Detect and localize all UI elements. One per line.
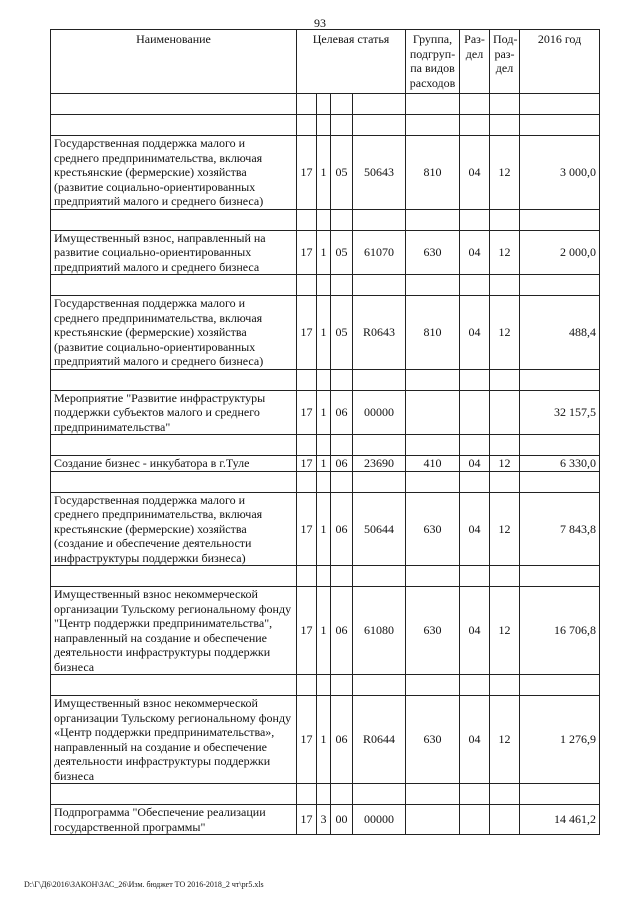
spacer-cell xyxy=(317,115,331,136)
spacer-cell xyxy=(317,784,331,805)
table-row xyxy=(51,805,600,835)
spacer-cell xyxy=(520,435,600,456)
spacer-cell xyxy=(353,369,406,390)
header-expense-group-line: па видов xyxy=(410,61,455,75)
target-article-event-cell: 06 xyxy=(331,456,353,472)
spacer-cell xyxy=(406,471,460,492)
spacer-cell xyxy=(317,675,331,696)
spacer-cell xyxy=(353,566,406,587)
section-cell: 04 xyxy=(460,696,490,784)
header-subsection xyxy=(490,30,520,94)
subsection-cell xyxy=(490,390,520,435)
spacer-cell xyxy=(51,275,297,296)
table-row xyxy=(51,456,600,472)
spacer-cell xyxy=(353,471,406,492)
spacer-cell xyxy=(331,784,353,805)
target-article-subprogram-cell: 1 xyxy=(317,456,331,472)
spacer-cell xyxy=(51,675,297,696)
spacer-cell xyxy=(406,675,460,696)
amount-cell: 2 000,0 xyxy=(520,230,600,275)
spacer-row xyxy=(51,471,600,492)
spacer-cell xyxy=(406,369,460,390)
target-article-program-cell: 17 xyxy=(297,136,317,210)
amount-cell: 32 157,5 xyxy=(520,390,600,435)
spacer-cell xyxy=(353,675,406,696)
expense-group-cell: 630 xyxy=(406,492,460,566)
spacer-cell xyxy=(490,675,520,696)
row-name-cell: Имущественный взнос, направленный на развитие социально-ориентированных предприятий малого и среднего бизнеса xyxy=(51,230,297,275)
amount-cell: 16 706,8 xyxy=(520,587,600,675)
spacer-cell xyxy=(460,275,490,296)
spacer-cell xyxy=(460,209,490,230)
target-article-program-cell: 17 xyxy=(297,390,317,435)
spacer-cell xyxy=(460,566,490,587)
spacer-cell xyxy=(51,369,297,390)
section-cell: 04 xyxy=(460,230,490,275)
spacer-cell xyxy=(317,471,331,492)
spacer-cell xyxy=(406,209,460,230)
spacer-cell xyxy=(490,369,520,390)
spacer-cell xyxy=(460,94,490,115)
spacer-cell xyxy=(317,369,331,390)
spacer-cell xyxy=(490,115,520,136)
target-article-direction-cell: 50643 xyxy=(353,136,406,210)
table-row xyxy=(51,296,600,370)
spacer-row xyxy=(51,675,600,696)
spacer-cell xyxy=(460,675,490,696)
target-article-event-cell: 05 xyxy=(331,136,353,210)
header-section-line: дел xyxy=(465,46,484,61)
target-article-program-cell: 17 xyxy=(297,805,317,835)
section-cell: 04 xyxy=(460,296,490,370)
spacer-cell xyxy=(297,675,317,696)
row-name-cell: Имущественный взнос некоммерческой организации Тульскому региональному фонду «Центр поддержки предпринимательства», направленный на создание и обеспечение деятельности инфраструктуры поддержки бизнеса xyxy=(51,696,297,784)
target-article-direction-cell: 61070 xyxy=(353,230,406,275)
spacer-cell xyxy=(331,566,353,587)
expense-group-cell xyxy=(406,805,460,835)
target-article-direction-cell: 00000 xyxy=(353,805,406,835)
spacer-cell xyxy=(331,115,353,136)
spacer-cell xyxy=(520,369,600,390)
target-article-event-cell: 06 xyxy=(331,390,353,435)
spacer-cell xyxy=(331,94,353,115)
target-article-event-cell: 05 xyxy=(331,296,353,370)
spacer-cell xyxy=(297,369,317,390)
spacer-cell xyxy=(317,566,331,587)
row-name-cell: Подпрограмма "Обеспечение реализации государственной программы" xyxy=(51,805,297,835)
budget-table xyxy=(50,29,600,835)
subsection-cell: 12 xyxy=(490,230,520,275)
section-cell: 04 xyxy=(460,492,490,566)
spacer-cell xyxy=(490,435,520,456)
amount-cell: 3 000,0 xyxy=(520,136,600,210)
spacer-row xyxy=(51,566,600,587)
spacer-cell xyxy=(297,471,317,492)
header-section xyxy=(460,30,490,94)
subsection-cell: 12 xyxy=(490,587,520,675)
target-article-subprogram-cell: 1 xyxy=(317,136,331,210)
spacer-cell xyxy=(51,566,297,587)
spacer-cell xyxy=(51,784,297,805)
row-name-cell: Государственная поддержка малого и среднего предпринимательства, включая крестьянские (фермерские) хозяйства (создание и обеспечение деятельности инфраструктуры поддержки бизнеса) xyxy=(51,492,297,566)
spacer-row xyxy=(51,209,600,230)
spacer-cell xyxy=(520,275,600,296)
header-target-article: Целевая статья xyxy=(297,30,406,94)
amount-cell: 7 843,8 xyxy=(520,492,600,566)
section-cell: 04 xyxy=(460,456,490,472)
spacer-row xyxy=(51,784,600,805)
expense-group-cell xyxy=(406,390,460,435)
spacer-cell xyxy=(460,471,490,492)
spacer-cell xyxy=(51,94,297,115)
table-row xyxy=(51,696,600,784)
target-article-subprogram-cell: 1 xyxy=(317,390,331,435)
spacer-cell xyxy=(460,115,490,136)
header-expense-group-line: Группа, xyxy=(412,32,453,46)
table-body xyxy=(51,94,600,835)
target-article-subprogram-cell: 1 xyxy=(317,492,331,566)
spacer-cell xyxy=(490,566,520,587)
target-article-event-cell: 06 xyxy=(331,492,353,566)
target-article-program-cell: 17 xyxy=(297,492,317,566)
target-article-program-cell: 17 xyxy=(297,456,317,472)
target-article-event-cell: 06 xyxy=(331,696,353,784)
row-name-cell: Мероприятие "Развитие инфраструктуры поддержки субъектов малого и среднего предпринимательства" xyxy=(51,390,297,435)
spacer-cell xyxy=(331,471,353,492)
spacer-cell xyxy=(490,471,520,492)
header-expense-group xyxy=(406,30,460,94)
target-article-program-cell: 17 xyxy=(297,230,317,275)
section-cell xyxy=(460,805,490,835)
spacer-cell xyxy=(490,784,520,805)
target-article-subprogram-cell: 1 xyxy=(317,587,331,675)
table-row xyxy=(51,390,600,435)
target-article-subprogram-cell: 1 xyxy=(317,230,331,275)
target-article-direction-cell: 50644 xyxy=(353,492,406,566)
expense-group-cell: 810 xyxy=(406,296,460,370)
spacer-cell xyxy=(460,435,490,456)
expense-group-cell: 630 xyxy=(406,230,460,275)
amount-cell: 6 330,0 xyxy=(520,456,600,472)
spacer-cell xyxy=(51,209,297,230)
spacer-cell xyxy=(51,471,297,492)
expense-group-cell: 410 xyxy=(406,456,460,472)
amount-cell: 14 461,2 xyxy=(520,805,600,835)
spacer-cell xyxy=(317,435,331,456)
target-article-direction-cell: 23690 xyxy=(353,456,406,472)
spacer-cell xyxy=(297,435,317,456)
spacer-row xyxy=(51,115,600,136)
target-article-direction-cell: R0643 xyxy=(353,296,406,370)
spacer-cell xyxy=(51,115,297,136)
target-article-subprogram-cell: 3 xyxy=(317,805,331,835)
table-row xyxy=(51,492,600,566)
spacer-cell xyxy=(460,369,490,390)
footer-file-path: D:\Г\Д6\2016\ЗАКОН\ЗАС_26\Изм. бюджет ТО 2016-2018_2 чт\pr5.xls xyxy=(24,880,264,889)
table-row xyxy=(51,587,600,675)
table-row xyxy=(51,230,600,275)
spacer-cell xyxy=(520,471,600,492)
expense-group-cell: 630 xyxy=(406,696,460,784)
spacer-cell xyxy=(297,115,317,136)
expense-group-cell: 810 xyxy=(406,136,460,210)
header-expense-group-line: подгруп- xyxy=(409,46,456,61)
spacer-cell xyxy=(297,566,317,587)
spacer-cell xyxy=(331,675,353,696)
target-article-direction-cell: 61080 xyxy=(353,587,406,675)
spacer-row xyxy=(51,275,600,296)
spacer-row xyxy=(51,94,600,115)
target-article-direction-cell: 00000 xyxy=(353,390,406,435)
spacer-cell xyxy=(317,94,331,115)
spacer-cell xyxy=(297,275,317,296)
subsection-cell: 12 xyxy=(490,296,520,370)
target-article-program-cell: 17 xyxy=(297,587,317,675)
row-name-cell: Имущественный взнос некоммерческой организации Тульскому региональному фонду "Центр поддержки предпринимательства", направленный на создание и обеспечение деятельности инфраструктуры поддержки бизнеса xyxy=(51,587,297,675)
spacer-cell xyxy=(490,275,520,296)
expense-group-cell: 630 xyxy=(406,587,460,675)
spacer-cell xyxy=(490,94,520,115)
spacer-cell xyxy=(353,209,406,230)
spacer-cell xyxy=(353,94,406,115)
spacer-cell xyxy=(520,94,600,115)
header-subsection-line: дел xyxy=(495,61,514,75)
table-row xyxy=(51,136,600,210)
spacer-cell xyxy=(353,784,406,805)
spacer-cell xyxy=(331,369,353,390)
spacer-cell xyxy=(353,435,406,456)
subsection-cell xyxy=(490,805,520,835)
spacer-cell xyxy=(520,784,600,805)
header-expense-group-line: расходов xyxy=(409,75,456,90)
header-subsection-line: раз- xyxy=(494,46,515,61)
target-article-subprogram-cell: 1 xyxy=(317,696,331,784)
subsection-cell: 12 xyxy=(490,136,520,210)
section-cell xyxy=(460,390,490,435)
spacer-cell xyxy=(460,784,490,805)
target-article-subprogram-cell: 1 xyxy=(317,296,331,370)
spacer-cell xyxy=(317,275,331,296)
table-header-row xyxy=(51,30,600,94)
spacer-cell xyxy=(297,94,317,115)
row-name-cell: Государственная поддержка малого и среднего предпринимательства, включая крестьянские (фермерские) хозяйства (развитие социально-ориентированных предприятий малого и среднего бизнеса) xyxy=(51,136,297,210)
spacer-cell xyxy=(331,275,353,296)
spacer-cell xyxy=(51,435,297,456)
spacer-row xyxy=(51,369,600,390)
target-article-event-cell: 05 xyxy=(331,230,353,275)
spacer-cell xyxy=(406,566,460,587)
spacer-cell xyxy=(406,115,460,136)
header-section-line: Раз- xyxy=(464,32,485,46)
row-name-cell: Создание бизнес - инкубатора в г.Туле xyxy=(51,456,297,472)
spacer-cell xyxy=(490,209,520,230)
page-number: 93 xyxy=(314,16,326,30)
spacer-cell xyxy=(520,675,600,696)
subsection-cell: 12 xyxy=(490,696,520,784)
spacer-cell xyxy=(406,435,460,456)
amount-cell: 488,4 xyxy=(520,296,600,370)
amount-cell: 1 276,9 xyxy=(520,696,600,784)
spacer-cell xyxy=(317,209,331,230)
spacer-cell xyxy=(406,784,460,805)
header-year: 2016 год xyxy=(520,30,600,94)
spacer-cell xyxy=(331,435,353,456)
spacer-cell xyxy=(353,115,406,136)
spacer-cell xyxy=(520,115,600,136)
section-cell: 04 xyxy=(460,136,490,210)
spacer-cell xyxy=(353,275,406,296)
header-subsection-line: Под- xyxy=(493,32,518,46)
target-article-program-cell: 17 xyxy=(297,296,317,370)
spacer-cell xyxy=(406,275,460,296)
spacer-cell xyxy=(297,784,317,805)
target-article-event-cell: 06 xyxy=(331,587,353,675)
spacer-cell xyxy=(297,209,317,230)
header-name: Наименование xyxy=(51,30,297,94)
subsection-cell: 12 xyxy=(490,456,520,472)
spacer-cell xyxy=(406,94,460,115)
subsection-cell: 12 xyxy=(490,492,520,566)
spacer-cell xyxy=(520,209,600,230)
row-name-cell: Государственная поддержка малого и среднего предпринимательства, включая крестьянские (фермерские) хозяйства (развитие социально-ориентированных предприятий малого и среднего бизнеса) xyxy=(51,296,297,370)
target-article-program-cell: 17 xyxy=(297,696,317,784)
section-cell: 04 xyxy=(460,587,490,675)
spacer-row xyxy=(51,435,600,456)
target-article-event-cell: 00 xyxy=(331,805,353,835)
spacer-cell xyxy=(331,209,353,230)
spacer-cell xyxy=(520,566,600,587)
target-article-direction-cell: R0644 xyxy=(353,696,406,784)
